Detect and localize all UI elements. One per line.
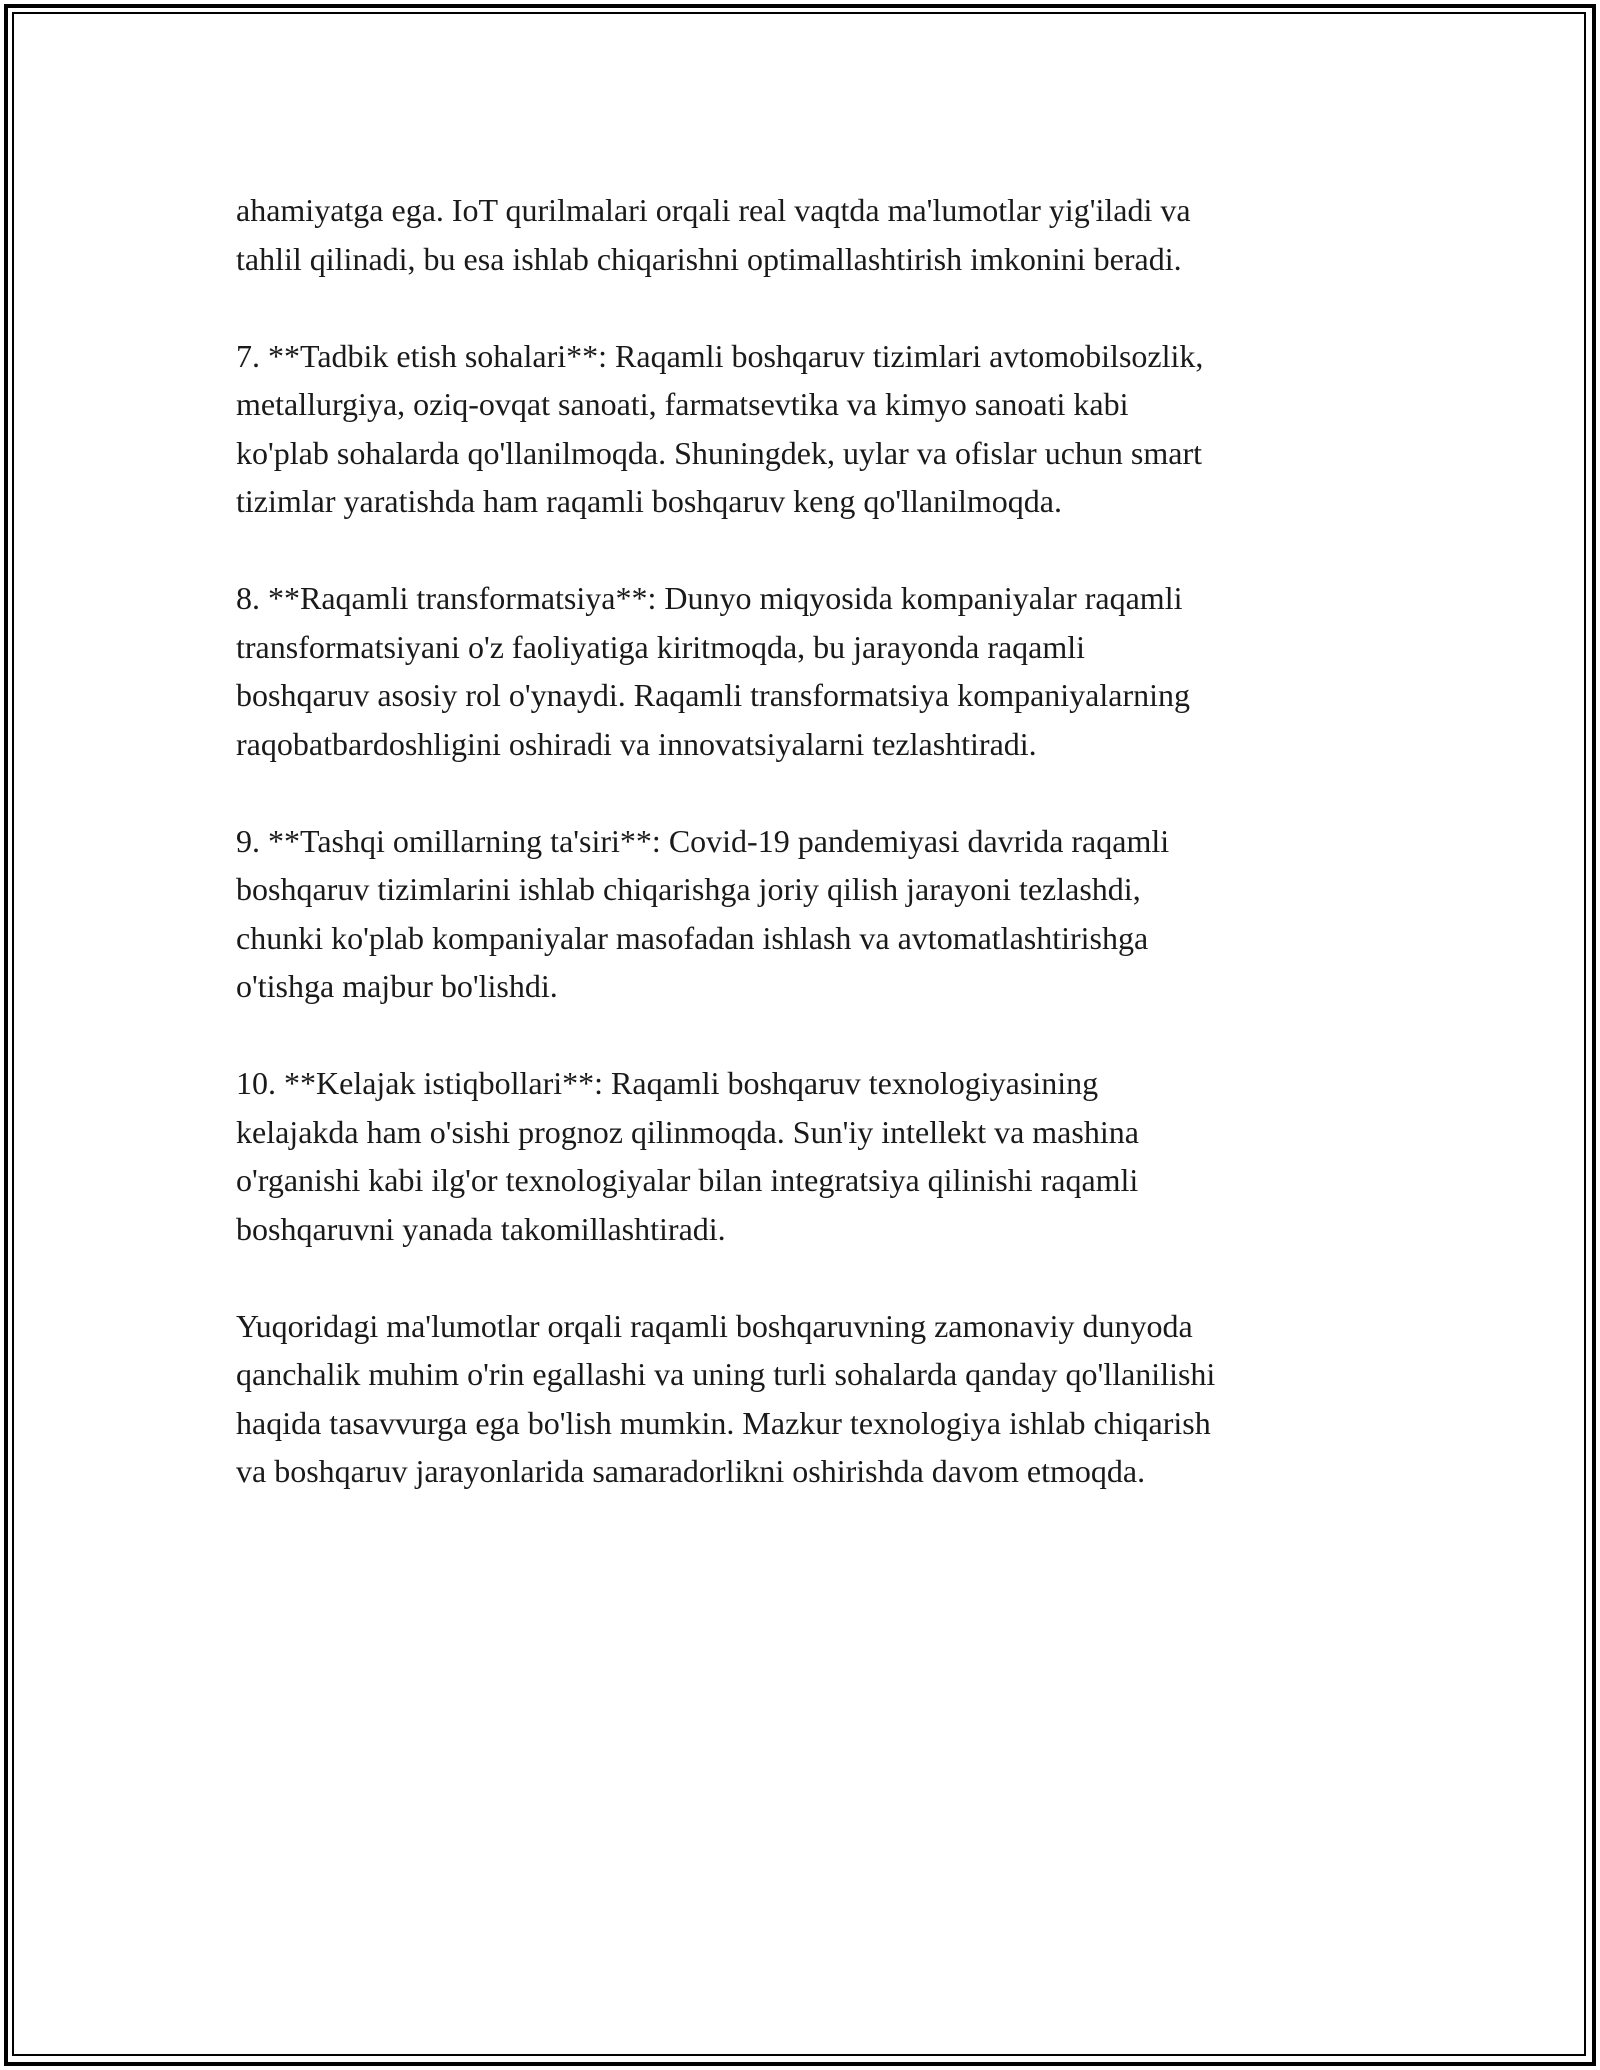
- text-line: 7. **Tadbik etish sohalari**: Raqamli boshqaruv tizimlari avtomobilsozlik,: [236, 337, 1204, 374]
- text-line: transformatsiyani o'z faoliyatiga kiritmoqda, bu jarayonda raqamli: [236, 628, 1086, 665]
- text-line: o'rganishi kabi ilg'or texnologiyalar bilan integratsiya qilinishi raqamli: [236, 1162, 1139, 1198]
- text-line: 8. **Raqamli transformatsiya**: Dunyo miqyosida kompaniyalar raqamli: [236, 580, 1183, 616]
- text-line: boshqaruvni yanada takomillashtiradi.: [236, 1210, 726, 1247]
- text-line: boshqaruv tizimlarini ishlab chiqarishga joriy qilish jarayoni tezlashdi,: [236, 871, 1141, 907]
- text-line: qanchalik muhim o'rin egallashi va uning turli sohalarda qanday qo'llanilishi: [236, 1356, 1216, 1392]
- text-line: Yuqoridagi ma'lumotlar orqali raqamli boshqaruvning zamonaviy dunyoda: [236, 1307, 1193, 1344]
- text-line: haqida tasavvurga ega bo'lish mumkin. Mazkur texnologiya ishlab chiqarish: [236, 1404, 1211, 1441]
- paragraph-item-9: [236, 817, 1396, 1011]
- paragraph-conclusion: [236, 1302, 1396, 1496]
- text-line: kelajakda ham o'sishi prognoz qilinmoqda. Sun'iy intellekt va mashina: [236, 1113, 1139, 1150]
- paragraph-iot-continuation: [236, 186, 1396, 283]
- text-line: boshqaruv asosiy rol o'ynaydi. Raqamli transformatsiya kompaniyalarning: [236, 677, 1191, 713]
- text-line: va boshqaruv jarayonlarida samaradorlikni oshirishda davom etmoqda.: [236, 1453, 1146, 1489]
- paragraph-item-7: [236, 332, 1396, 526]
- text-line: chunki ko'plab kompaniyalar masofadan ishlash va avtomatlashtirishga: [236, 919, 1149, 956]
- paragraph-item-8: [236, 574, 1396, 768]
- text-line: tizimlar yaratishda ham raqamli boshqaruv keng qo'llanilmoqda.: [236, 483, 1062, 519]
- document-body: [236, 186, 1396, 1544]
- text-line: tahlil qilinadi, bu esa ishlab chiqarishni optimallashtirish imkonini beradi.: [236, 240, 1182, 277]
- text-line: ko'plab sohalarda qo'llanilmoqda. Shuningdek, uylar va ofislar uchun smart: [236, 434, 1202, 471]
- paragraph-item-10: [236, 1059, 1396, 1253]
- text-line: metallurgiya, oziq-ovqat sanoati, farmatsevtika va kimyo sanoati kabi: [236, 386, 1129, 422]
- text-line: raqobatbardoshligini oshiradi va innovatsiyalarni tezlashtiradi.: [236, 725, 1037, 762]
- text-line: 10. **Kelajak istiqbollari**: Raqamli boshqaruv texnologiyasining: [236, 1065, 1099, 1101]
- text-line: o'tishga majbur bo'lishdi.: [236, 968, 558, 1004]
- text-line: 9. **Tashqi omillarning ta'siri**: Covid-19 pandemiyasi davrida raqamli: [236, 822, 1170, 859]
- text-line: ahamiyatga ega. IoT qurilmalari orqali real vaqtda ma'lumotlar yig'iladi va: [236, 192, 1191, 228]
